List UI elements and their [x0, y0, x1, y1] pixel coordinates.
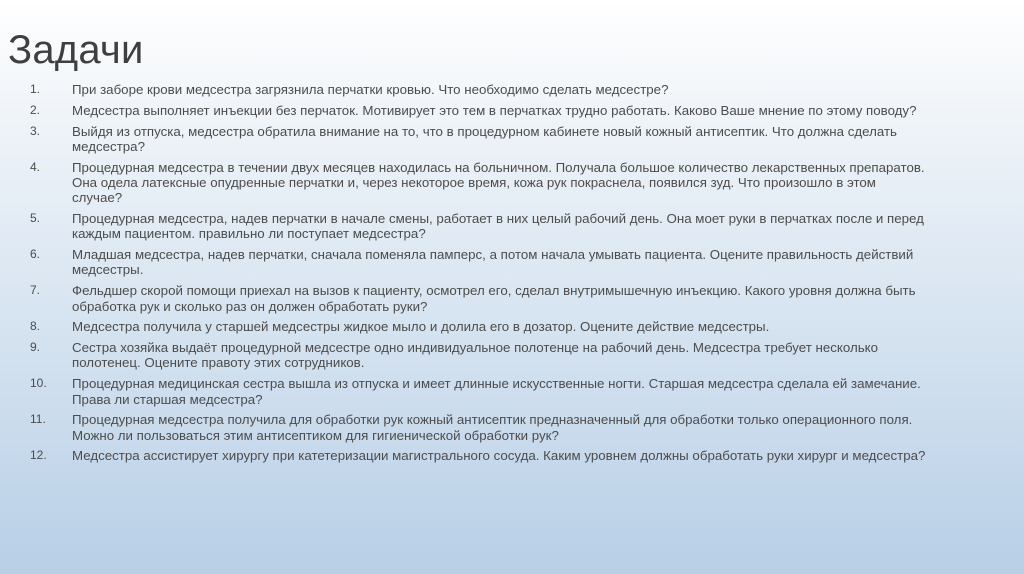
task-number: 3.: [30, 123, 41, 138]
task-item-5: [30, 211, 1015, 242]
task-number: 9.: [30, 340, 41, 355]
task-number: 10.: [30, 376, 47, 391]
task-text: Медсестра ассистирует хирургу при катетеризации магистрального сосуда. Каким уровнем должны обработать руки хирург и медсестра?: [72, 448, 926, 464]
task-item-8: [30, 319, 1015, 334]
task-text: Сестра хозяйка выдаёт процедурной медсестре одно индивидуальное полотенце на рабочий день. Медсестра требует несколько полотенец. Оцените правоту этих сотрудников.: [72, 340, 879, 371]
task-text: При заборе крови медсестра загрязнила перчатки кровью. Что необходимо сделать медсестре?: [72, 82, 669, 97]
task-item-9: [30, 340, 1015, 371]
task-item-2: [30, 103, 1015, 118]
task-item-3: [30, 124, 1015, 155]
task-number: 1.: [30, 82, 41, 96]
task-item-11: [30, 412, 1015, 443]
task-text: Фельдшер скорой помощи приехал на вызов к пациенту, осмотрел его, сделал внутримышечную инъекцию. Какого уровня должна быть обработка рук и сколько раз он должен обработать руки?: [72, 283, 916, 314]
task-list: [30, 82, 1015, 469]
task-item-7: [30, 283, 1015, 314]
task-text: Процедурная медицинская сестра вышла из отпуска и имеет длинные искусственные ногти. Старшая медсестра сделала ей замечание. Права ли старшая медсестра?: [72, 376, 921, 407]
task-number: 12.: [30, 448, 47, 463]
task-text: Медсестра получила у старшей медсестры жидкое мыло и долила его в дозатор. Оцените действие медсестры.: [72, 319, 770, 335]
task-number: 4.: [30, 159, 41, 174]
task-item-10: [30, 376, 1015, 407]
task-text: Процедурная медсестра, надев перчатки в начале смены, работает в них целый рабочий день. Она моет руки в перчатках после и перед каждым пациентом. правильно ли поступает медсестра?: [72, 211, 924, 242]
task-item-12: [30, 448, 1015, 463]
task-item-4: [30, 160, 1015, 206]
task-text: Процедурная медсестра получила для обработки рук кожный антисептик предназначенный для обработки только операционного поля. Можно ли пользоваться этим антисептиком для гигиенической обработки рук?: [72, 412, 913, 443]
task-text: Выйдя из отпуска, медсестра обратила внимание на то, что в процедурном кабинете новый кожный антисептик. Что должна сделать медсестра?: [72, 123, 897, 154]
task-number: 11.: [30, 412, 46, 427]
task-text: Процедурная медсестра в течении двух месяцев находилась на больничном. Получала большое количество лекарственных препаратов. Она одела латексные опудренные перчатки и, через некоторое время, кожа рук покраснела, появился зуд. Что произошло в этом случае?: [72, 159, 925, 206]
task-number: 2.: [30, 102, 41, 117]
task-text: Младшая медсестра, надев перчатки, сначала поменяла памперс, а потом начала умывать пациента. Оцените правильность действий медсестры.: [72, 247, 914, 278]
slide-title: Задачи: [8, 28, 144, 72]
task-text: Медсестра выполняет инъекции без перчаток. Мотивирует это тем в перчатках трудно работать. Каково Ваше мнение по этому поводу?: [72, 102, 917, 118]
task-number: 6.: [30, 247, 41, 262]
task-number: 7.: [30, 283, 41, 298]
task-item-6: [30, 247, 1015, 278]
task-number: 5.: [30, 211, 41, 226]
task-item-1: [30, 82, 1015, 97]
task-number: 8.: [30, 319, 41, 334]
